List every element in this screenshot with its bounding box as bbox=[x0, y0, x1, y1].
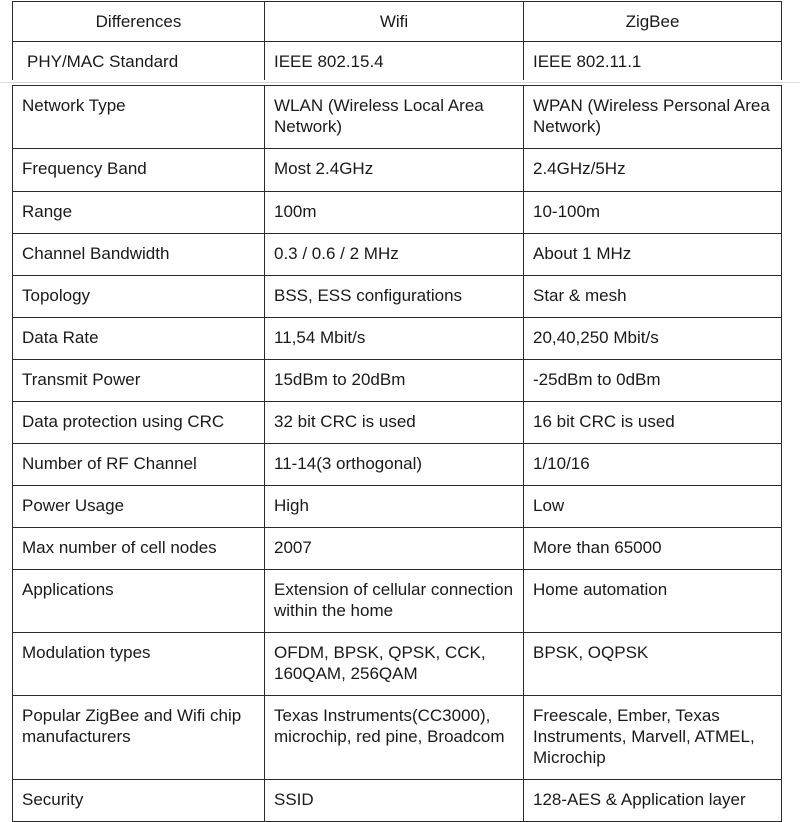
zigbee-value: 16 bit CRC is used bbox=[524, 402, 782, 444]
row-label: PHY/MAC Standard bbox=[13, 42, 265, 82]
table-row bbox=[13, 318, 782, 360]
row-label: Frequency Band bbox=[13, 149, 265, 192]
row-label: Power Usage bbox=[13, 486, 265, 528]
row-label: Range bbox=[13, 192, 265, 234]
wifi-value: 11-14(3 orthogonal) bbox=[265, 444, 524, 486]
table-row bbox=[13, 149, 782, 192]
zigbee-value: -25dBm to 0dBm bbox=[524, 360, 782, 402]
row-label: Applications bbox=[13, 570, 265, 633]
table-row bbox=[13, 234, 782, 276]
table-row bbox=[13, 696, 782, 780]
wifi-value: 2007 bbox=[265, 528, 524, 570]
table-row bbox=[13, 528, 782, 570]
zigbee-value: 2.4GHz/5Hz bbox=[524, 149, 782, 192]
zigbee-value: About 1 MHz bbox=[524, 234, 782, 276]
wifi-value: 11,54 Mbit/s bbox=[265, 318, 524, 360]
header-differences: Differences bbox=[13, 2, 265, 42]
wifi-value: 0.3 / 0.6 / 2 MHz bbox=[265, 234, 524, 276]
wifi-value: BSS, ESS configurations bbox=[265, 276, 524, 318]
row-label: Data Rate bbox=[13, 318, 265, 360]
row-label: Network Type bbox=[13, 86, 265, 149]
zigbee-value: Low bbox=[524, 486, 782, 528]
wifi-value: OFDM, BPSK, QPSK, CCK, 160QAM, 256QAM bbox=[265, 633, 524, 696]
zigbee-value: 128-AES & Application layer bbox=[524, 780, 782, 822]
zigbee-value: IEEE 802.11.1 bbox=[524, 42, 782, 82]
wifi-value: Extension of cellular connection within the home bbox=[265, 570, 524, 633]
row-label: Topology bbox=[13, 276, 265, 318]
table-row bbox=[13, 780, 782, 822]
table-row bbox=[13, 192, 782, 234]
table-row bbox=[13, 42, 782, 82]
wifi-value: 32 bit CRC is used bbox=[265, 402, 524, 444]
table-row bbox=[13, 570, 782, 633]
wifi-value: IEEE 802.15.4 bbox=[265, 42, 524, 82]
comparison-body-table bbox=[12, 85, 782, 822]
wifi-value: SSID bbox=[265, 780, 524, 822]
header-zigbee: ZigBee bbox=[524, 2, 782, 42]
zigbee-value: Star & mesh bbox=[524, 276, 782, 318]
wifi-value: WLAN (Wireless Local Area Network) bbox=[265, 86, 524, 149]
header-wifi: Wifi bbox=[265, 2, 524, 42]
wifi-value: 15dBm to 20dBm bbox=[265, 360, 524, 402]
table-row bbox=[13, 486, 782, 528]
table-row bbox=[13, 633, 782, 696]
row-label: Modulation types bbox=[13, 633, 265, 696]
zigbee-value: 20,40,250 Mbit/s bbox=[524, 318, 782, 360]
comparison-body-rows bbox=[13, 86, 782, 822]
table-row bbox=[13, 86, 782, 149]
wifi-value: 100m bbox=[265, 192, 524, 234]
row-label: Transmit Power bbox=[13, 360, 265, 402]
wifi-value: High bbox=[265, 486, 524, 528]
header-row bbox=[13, 2, 782, 42]
zigbee-value: WPAN (Wireless Personal Area Network) bbox=[524, 86, 782, 149]
wifi-value: Texas Instruments(CC3000), microchip, red pine, Broadcom bbox=[265, 696, 524, 780]
wifi-value: Most 2.4GHz bbox=[265, 149, 524, 192]
table-row bbox=[13, 444, 782, 486]
table-row bbox=[13, 276, 782, 318]
zigbee-value: More than 65000 bbox=[524, 528, 782, 570]
zigbee-value: Home automation bbox=[524, 570, 782, 633]
row-label: Channel Bandwidth bbox=[13, 234, 265, 276]
zigbee-value: 1/10/16 bbox=[524, 444, 782, 486]
zigbee-value: BPSK, OQPSK bbox=[524, 633, 782, 696]
zigbee-value: 10-100m bbox=[524, 192, 782, 234]
row-label: Popular ZigBee and Wifi chip manufacturers bbox=[13, 696, 265, 780]
comparison-header-table bbox=[12, 1, 782, 82]
table-row bbox=[13, 360, 782, 402]
table-row bbox=[13, 402, 782, 444]
page-break-line bbox=[0, 82, 800, 83]
row-label: Number of RF Channel bbox=[13, 444, 265, 486]
row-label: Security bbox=[13, 780, 265, 822]
row-label: Data protection using CRC bbox=[13, 402, 265, 444]
zigbee-value: Freescale, Ember, Texas Instruments, Marvell, ATMEL, Microchip bbox=[524, 696, 782, 780]
row-label: Max number of cell nodes bbox=[13, 528, 265, 570]
